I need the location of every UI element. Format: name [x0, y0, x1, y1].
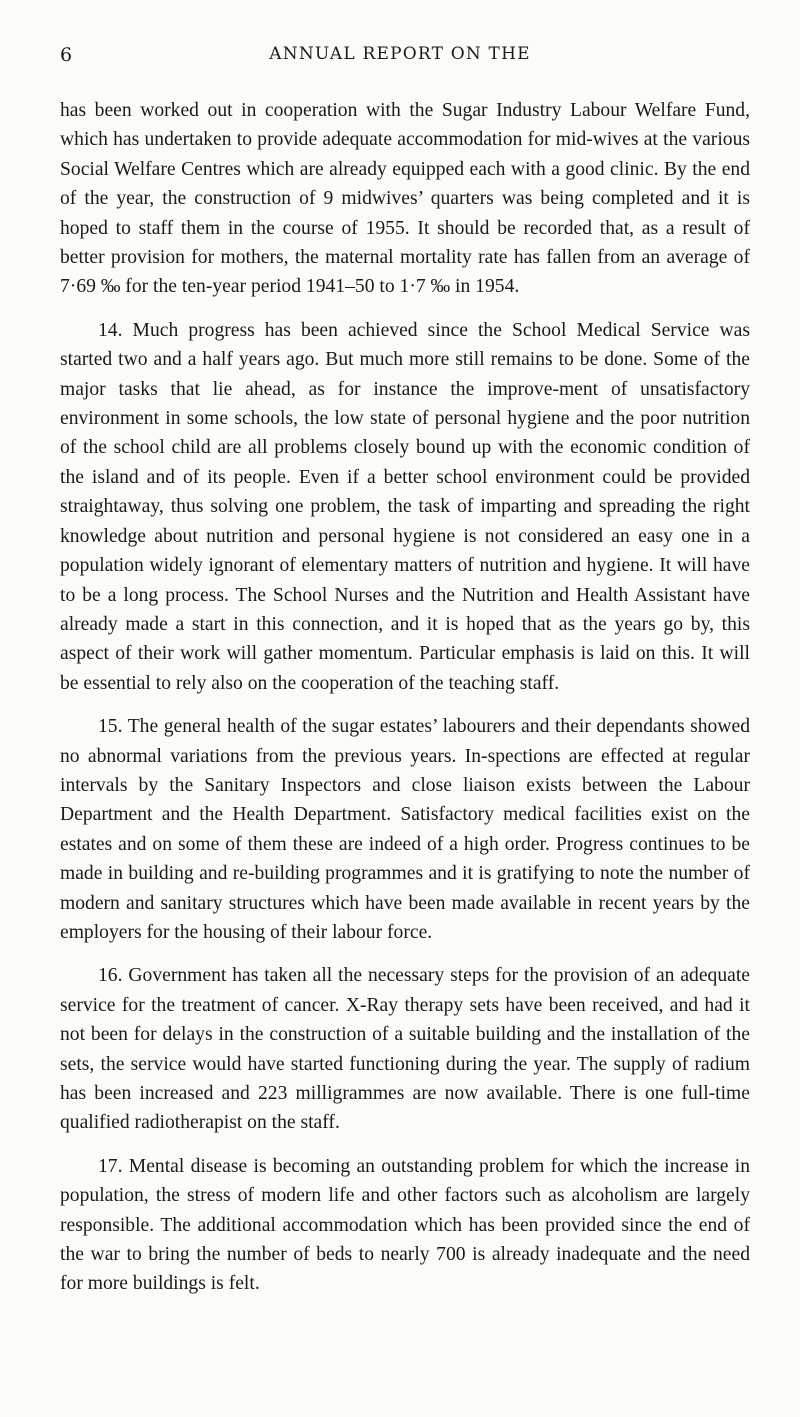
running-header: [60, 44, 740, 74]
paragraph-continuation: has been worked out in cooperation with the Sugar Industry Labour Welfare Fund, which has undertaken to provide adequate accommodation for mid-wives at the various Social Welfare Centres which are already equipped each with a good clinic. By the end of the year, the construction of 9 midwives’ quarters was being completed and it is hoped to staff them in the course of 1955. It should be recorded that, as a result of better provision for mothers, the maternal mortality rate has fallen from an average of 7·69 ‰ for the ten-year period 1941–50 to 1·7 ‰ in 1954.: [60, 100, 750, 298]
body-text: [60, 96, 750, 1313]
paragraph-14: 14. Much progress has been achieved since the School Medical Service was started two and a half years ago. But much more still remains to be done. Some of the major tasks that lie ahead, as for instance the improve-ment of unsatisfactory environment in some schools, the low state of personal hygiene and the poor nutrition of the school child are all problems closely bound up with the economic condition of the island and of its people. Even if a better school environment could be provided straightaway, thus solving one problem, the task of imparting and spreading the right knowledge about nutrition and personal hygiene is not considered an easy one in a population widely ignorant of elementary matters of nutrition and hygiene. It will have to be a long process. The School Nurses and the Nutrition and Health Assistant have already made a start in this connection, and it is hoped that as the years go by, this aspect of their work will gather momentum. Particular emphasis is laid on this. It will be essential to rely also on the cooperation of the teaching staff.: [60, 319, 750, 694]
running-title: ANNUAL REPORT ON THE: [269, 44, 531, 64]
paragraph-16: 16. Government has taken all the necessary steps for the provision of an adequate service for the treatment of cancer. X-Ray therapy sets have been received, and had it not been for delays in the construction of a suitable building and the installation of the sets, the service would have started functioning during the year. The supply of radium has been increased and 223 milligrammes are now available. There is one full-time qualified radiotherapist on the staff.: [60, 965, 750, 1134]
page-number: 6: [60, 44, 73, 66]
paragraph-15: 15. The general health of the sugar estates’ labourers and their dependants showed no abnormal variations from the previous years. In-spections are effected at regular intervals by the Sanitary Inspectors and close liaison exists between the Labour Department and the Health Department. Satisfactory medical facilities exist on the estates and on some of them these are indeed of a high order. Progress continues to be made in building and re-building programmes and it is gratifying to note the number of modern and sanitary structures which have been made available in recent years by the employers for the housing of their labour force.: [60, 716, 750, 943]
paragraph-17: 17. Mental disease is becoming an outstanding problem for which the increase in population, the stress of modern life and other factors such as alcoholism are largely responsible. The additional accommodation which has been provided since the end of the war to bring the number of beds to nearly 700 is already inadequate and the need for more buildings is felt.: [60, 1155, 750, 1295]
